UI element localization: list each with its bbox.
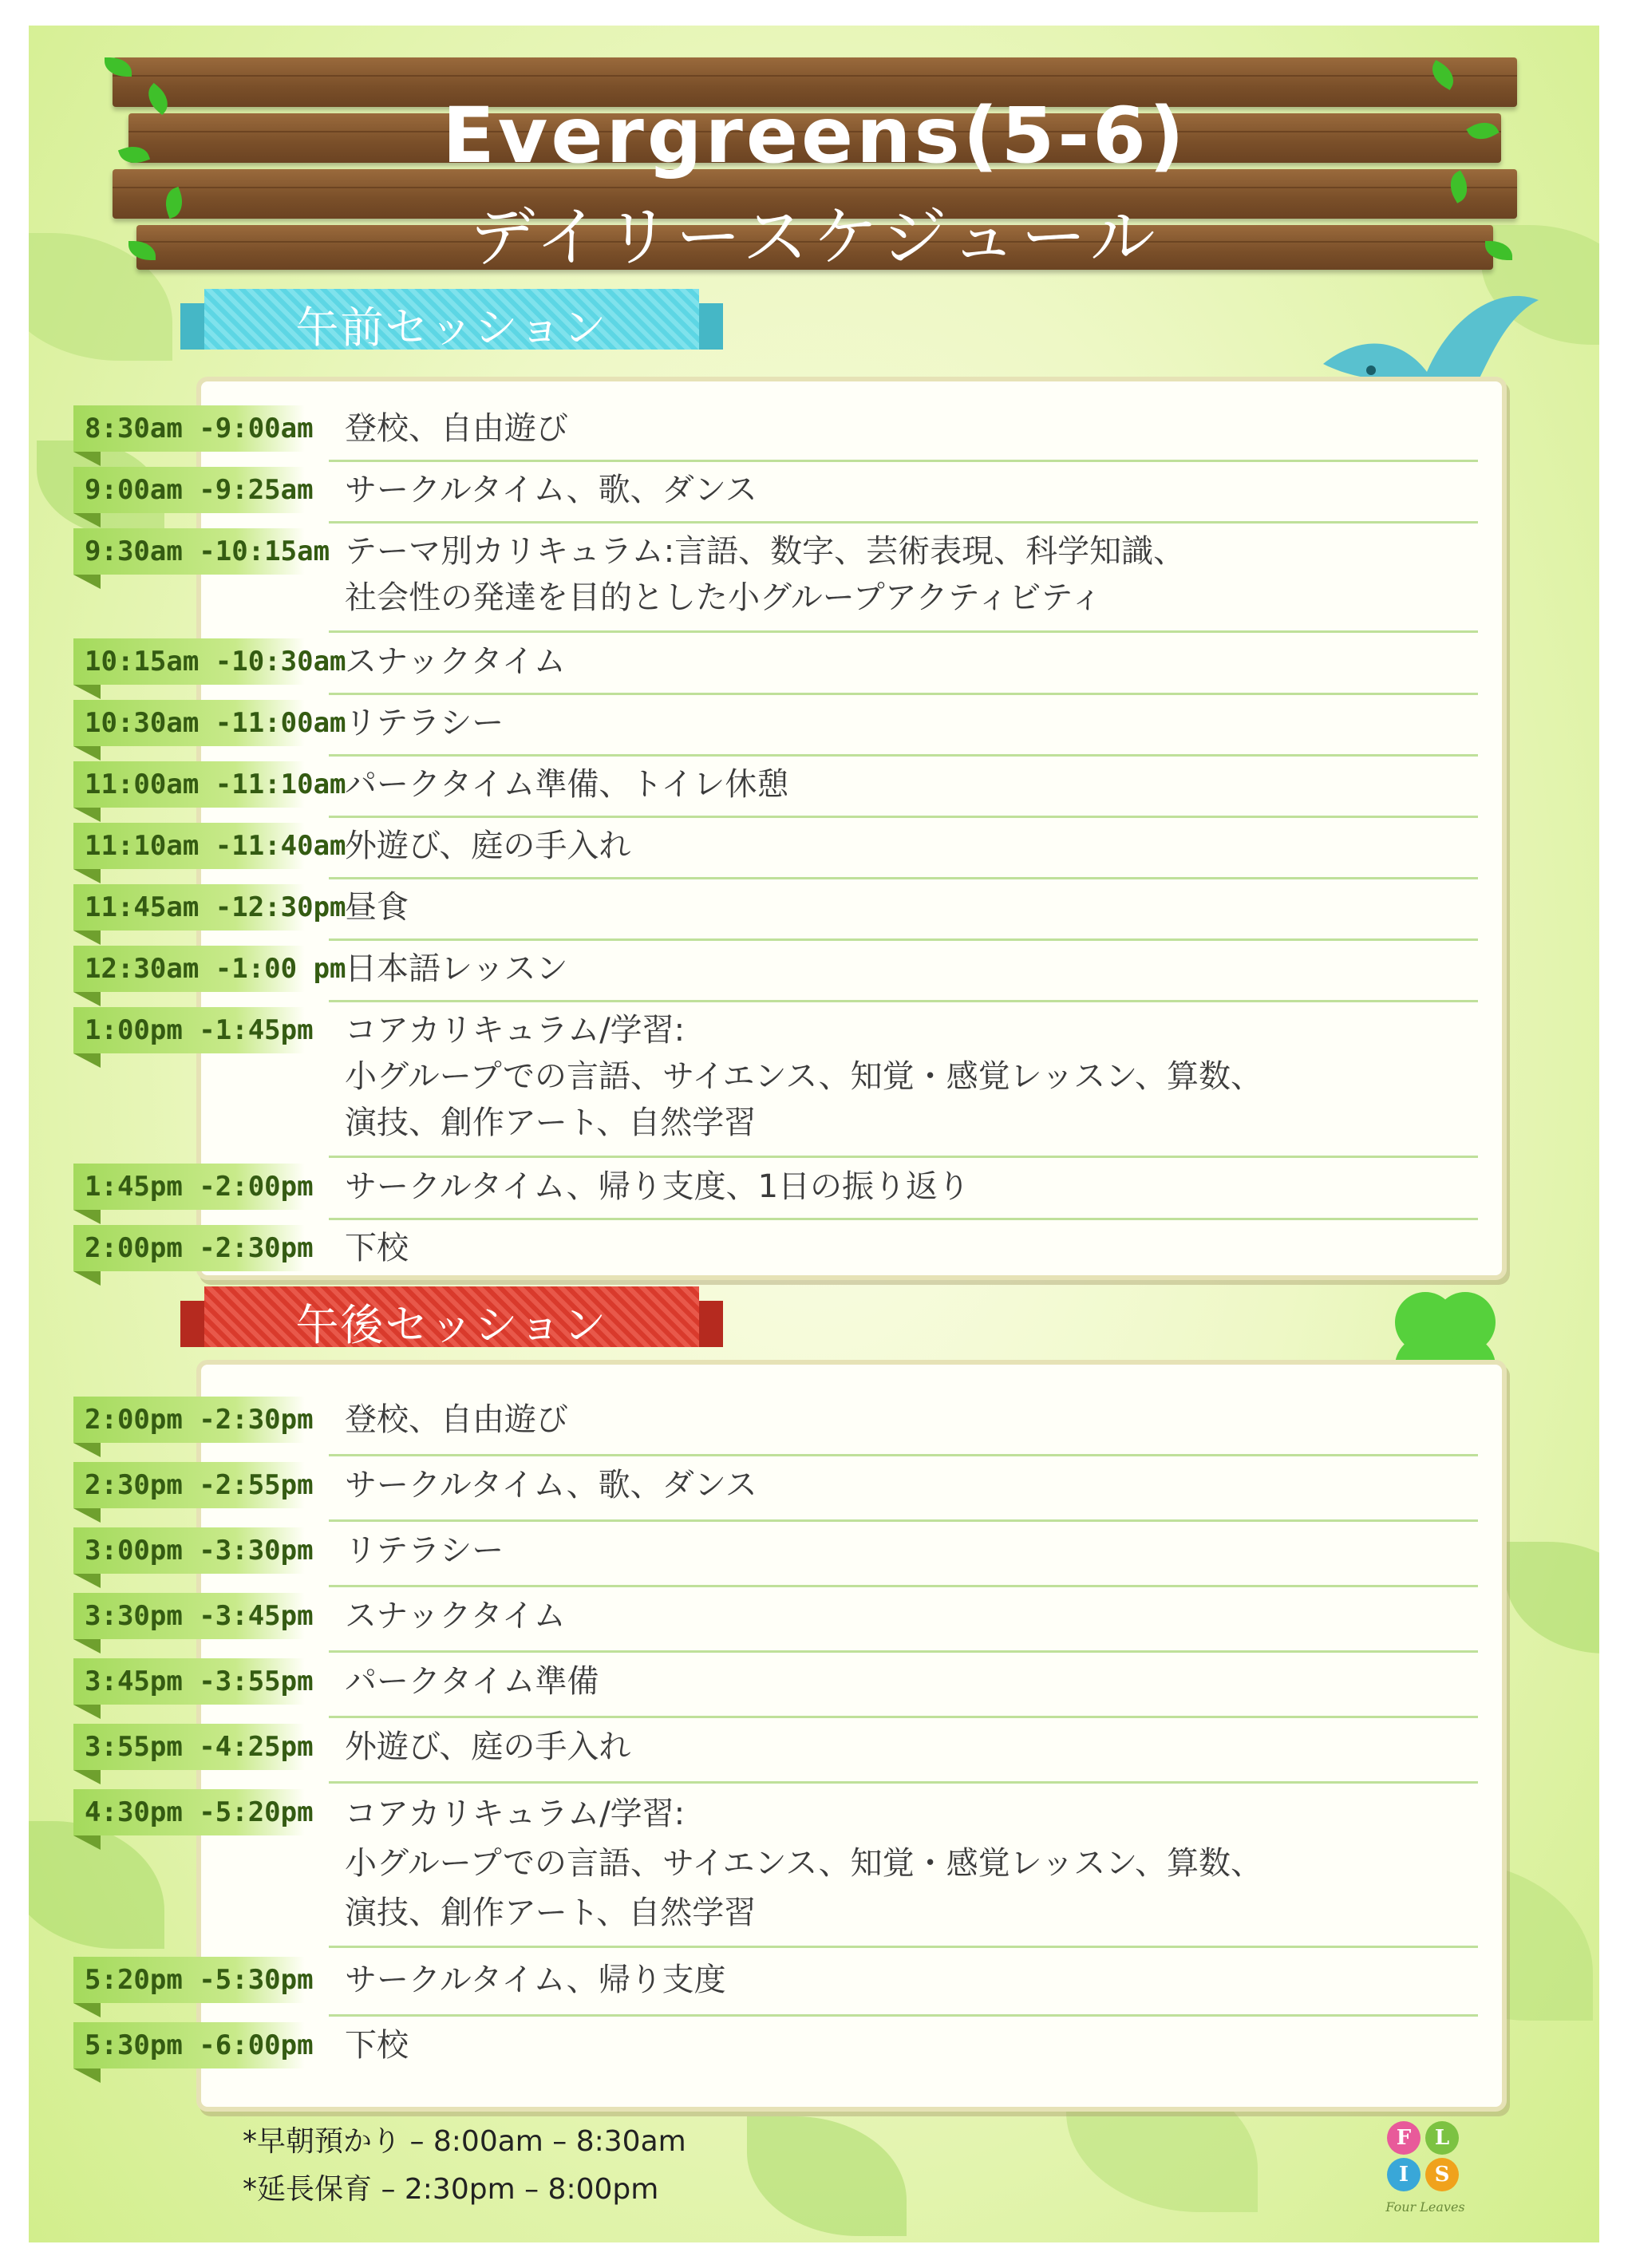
row-divider	[329, 521, 1478, 524]
row-divider	[329, 1781, 1478, 1784]
am-schedule-panel	[85, 377, 1507, 1280]
row-divider	[329, 2014, 1478, 2017]
time-tag: 3:30pm -3:45pm	[73, 1593, 305, 1639]
background-leaf	[747, 2116, 907, 2236]
row-divider	[329, 1000, 1478, 1002]
am-session-ribbon	[180, 289, 723, 353]
page-subtitle: デイリースケジュール	[469, 200, 1160, 275]
time-tag: 1:45pm -2:00pm	[73, 1164, 305, 1210]
activity-text: 登校、自由遊び	[345, 1401, 568, 1438]
logo-letter: L	[1425, 2121, 1459, 2155]
time-tag: 2:00pm -2:30pm	[73, 1397, 305, 1443]
background-leaf	[1505, 1542, 1599, 1654]
activity-text: 昼食	[345, 889, 409, 926]
activity-text: 外遊び、庭の手入れ	[345, 1729, 631, 1765]
time-tag: 11:45am -12:30pm	[73, 884, 305, 931]
pm-session-label: 午後セッション	[295, 1300, 608, 1350]
time-tag: 3:45pm -3:55pm	[73, 1658, 305, 1705]
logo-caption: Four Leaves	[1385, 2199, 1465, 2215]
row-divider	[329, 1650, 1478, 1653]
time-tag: 4:30pm -5:20pm	[73, 1789, 305, 1835]
activity-text: コアカリキュラム/学習: 小グループでの言語、サイエンス、知覚・感覚レッスン、算数、 演技、創作アート、自然学習	[345, 1796, 1262, 1931]
time-tag: 1:00pm -1:45pm	[73, 1007, 305, 1053]
activity-text: リテラシー	[345, 705, 504, 741]
activity-text: 登校、自由遊び	[345, 410, 568, 447]
row-divider	[329, 1946, 1478, 1948]
time-tag: 5:20pm -5:30pm	[73, 1957, 305, 2003]
row-divider	[329, 1716, 1478, 1718]
activity-text: リテラシー	[345, 1532, 504, 1569]
time-tag: 10:30am -11:00am	[73, 700, 305, 746]
activity-text: テーマ別カリキュラム:言語、数字、芸術表現、科学知識、 社会性の発達を目的とした小グループアクティビティ	[345, 533, 1186, 616]
time-tag: 11:10am -11:40am	[73, 823, 305, 869]
row-divider	[329, 693, 1478, 695]
time-tag: 2:00pm -2:30pm	[73, 1225, 305, 1271]
activity-text: パークタイム準備	[345, 1663, 599, 1700]
am-session-label: 午前セッション	[295, 302, 608, 353]
row-divider	[329, 630, 1478, 633]
activity-text: コアカリキュラム/学習: 小グループでの言語、サイエンス、知覚・感覚レッスン、算数、 演技、創作アート、自然学習	[345, 1012, 1262, 1141]
row-divider	[329, 1156, 1478, 1158]
row-divider	[329, 460, 1478, 462]
four-leaves-logo	[1377, 2105, 1473, 2225]
activity-text: 外遊び、庭の手入れ	[345, 828, 631, 864]
time-tag: 9:00am -9:25am	[73, 467, 305, 513]
logo-letter: S	[1425, 2158, 1459, 2191]
early-care-note: *早朝預かり – 8:00am – 8:30am	[243, 2125, 686, 2158]
time-tag: 12:30am -1:00 pm	[73, 946, 305, 992]
time-tag: 11:00am -11:10am	[73, 761, 305, 808]
row-divider	[329, 877, 1478, 879]
footnotes	[243, 2118, 686, 2214]
logo-letter: I	[1387, 2158, 1421, 2191]
row-divider	[329, 816, 1478, 818]
extended-care-note: *延長保育 – 2:30pm – 8:00pm	[243, 2173, 659, 2206]
activity-text: 下校	[345, 1230, 409, 1266]
row-divider	[329, 938, 1478, 941]
activity-text: パークタイム準備、トイレ休憩	[345, 766, 789, 803]
pm-session-ribbon	[180, 1286, 723, 1350]
time-tag: 5:30pm -6:00pm	[73, 2022, 305, 2068]
row-divider	[329, 1519, 1478, 1522]
activity-text: 日本語レッスン	[345, 950, 568, 987]
row-divider	[329, 1218, 1478, 1220]
row-divider	[329, 1454, 1478, 1456]
activity-text: スナックタイム	[345, 1598, 566, 1634]
time-tag: 10:15am -10:30am	[73, 638, 305, 685]
row-divider	[329, 1585, 1478, 1587]
activity-text: サークルタイム、帰り支度	[345, 1962, 726, 1998]
flyer-page	[29, 26, 1599, 2242]
row-divider	[329, 754, 1478, 757]
logo-letter: F	[1387, 2121, 1421, 2155]
activity-text: サークルタイム、帰り支度、1日の振り返り	[345, 1168, 970, 1205]
header-sign	[113, 57, 1517, 273]
time-tag: 8:30am -9:00am	[73, 405, 305, 452]
activity-text: スナックタイム	[345, 643, 566, 680]
activity-text: サークルタイム、歌、ダンス	[345, 1467, 757, 1503]
time-tag: 9:30am -10:15am	[73, 528, 305, 575]
time-tag: 3:00pm -3:30pm	[73, 1527, 305, 1574]
activity-text: 下校	[345, 2027, 409, 2064]
page-title: Evergreens(5-6)	[442, 91, 1187, 180]
pm-schedule-panel	[85, 1360, 1507, 2112]
time-tag: 3:55pm -4:25pm	[73, 1724, 305, 1770]
activity-text: サークルタイム、歌、ダンス	[345, 472, 757, 508]
time-tag: 2:30pm -2:55pm	[73, 1462, 305, 1508]
